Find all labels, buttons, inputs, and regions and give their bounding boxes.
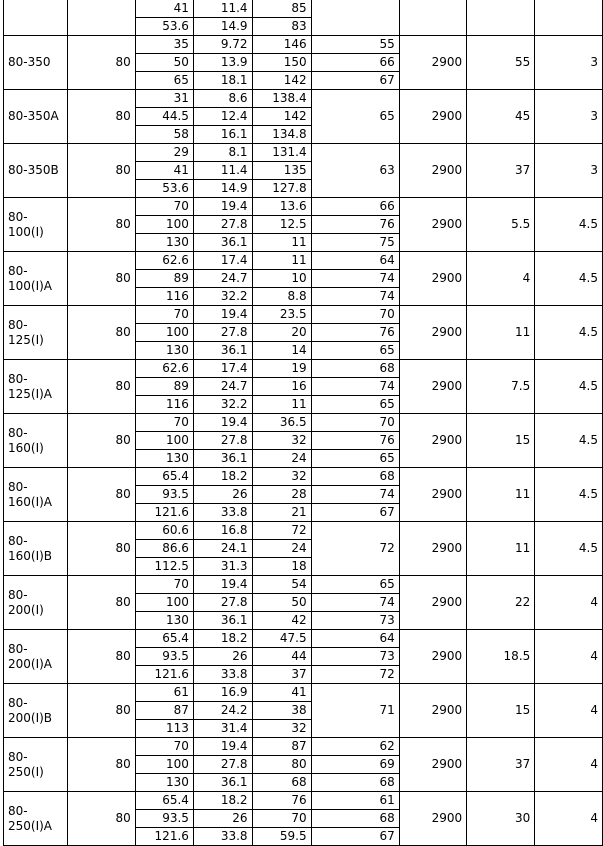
efficiency-cell: 74 <box>311 270 399 288</box>
head-cell: 83 <box>252 18 311 36</box>
flow-ls-cell: 27.8 <box>193 432 252 450</box>
head-cell: 80 <box>252 756 311 774</box>
head-cell: 142 <box>252 108 311 126</box>
npsh-cell: 4 <box>535 630 603 684</box>
flow-ls-cell: 18.2 <box>193 468 252 486</box>
flow-m3h-cell: 61 <box>135 684 193 702</box>
pump-spec-table <box>3 0 603 846</box>
head-cell: 135 <box>252 162 311 180</box>
head-cell: 142 <box>252 72 311 90</box>
table-body <box>4 0 603 846</box>
efficiency-cell: 72 <box>311 522 399 576</box>
table-row <box>4 630 603 648</box>
efficiency-cell: 65 <box>311 576 399 594</box>
head-cell: 20 <box>252 324 311 342</box>
flow-ls-cell: 13.9 <box>193 54 252 72</box>
head-cell: 32 <box>252 720 311 738</box>
flow-m3h-cell: 100 <box>135 594 193 612</box>
flow-ls-cell: 14.9 <box>193 18 252 36</box>
flow-m3h-cell: 121.6 <box>135 828 193 846</box>
power-cell: 45 <box>467 90 535 144</box>
flow-m3h-cell: 121.6 <box>135 504 193 522</box>
flow-m3h-cell: 121.6 <box>135 666 193 684</box>
npsh-cell: 3 <box>535 90 603 144</box>
power-cell: 22 <box>467 576 535 630</box>
efficiency-cell: 70 <box>311 414 399 432</box>
efficiency-cell: 74 <box>311 378 399 396</box>
flow-ls-cell: 32.2 <box>193 288 252 306</box>
head-cell: 24 <box>252 540 311 558</box>
power-cell: 30 <box>467 792 535 846</box>
table-row <box>4 576 603 594</box>
flow-m3h-cell: 41 <box>135 0 193 18</box>
power-cell: 11 <box>467 306 535 360</box>
efficiency-cell: 64 <box>311 252 399 270</box>
table-row <box>4 144 603 162</box>
flow-ls-cell: 27.8 <box>193 756 252 774</box>
inlet-diameter-cell: 80 <box>68 414 135 468</box>
table-row <box>4 90 603 108</box>
efficiency-cell: 61 <box>311 792 399 810</box>
head-cell: 11 <box>252 252 311 270</box>
flow-m3h-cell: 86.6 <box>135 540 193 558</box>
inlet-diameter-cell: 80 <box>68 468 135 522</box>
flow-m3h-cell: 130 <box>135 612 193 630</box>
flow-m3h-cell: 116 <box>135 396 193 414</box>
efficiency-cell: 67 <box>311 504 399 522</box>
flow-ls-cell: 27.8 <box>193 594 252 612</box>
table-row <box>4 522 603 540</box>
head-cell: 127.8 <box>252 180 311 198</box>
head-cell: 72 <box>252 522 311 540</box>
inlet-diameter-cell: 80 <box>68 630 135 684</box>
speed-cell: 2900 <box>399 468 466 522</box>
efficiency-cell: 55 <box>311 36 399 54</box>
efficiency-cell: 75 <box>311 234 399 252</box>
speed-cell: 2900 <box>399 630 466 684</box>
flow-m3h-cell: 93.5 <box>135 486 193 504</box>
efficiency-cell: 65 <box>311 342 399 360</box>
npsh-cell: 4.5 <box>535 252 603 306</box>
npsh-cell: 4 <box>535 576 603 630</box>
head-cell: 131.4 <box>252 144 311 162</box>
efficiency-cell: 70 <box>311 306 399 324</box>
power-cell: 11 <box>467 522 535 576</box>
head-cell: 37 <box>252 666 311 684</box>
table-row <box>4 252 603 270</box>
speed-cell: 2900 <box>399 792 466 846</box>
head-cell: 10 <box>252 270 311 288</box>
npsh-cell: 4 <box>535 738 603 792</box>
model-cell: 80-200(I) <box>4 576 68 630</box>
flow-m3h-cell: 41 <box>135 162 193 180</box>
efficiency-cell: 68 <box>311 810 399 828</box>
efficiency-cell: 68 <box>311 468 399 486</box>
model-cell: 80-350 <box>4 36 68 90</box>
flow-m3h-cell: 62.6 <box>135 360 193 378</box>
speed-cell <box>399 0 466 36</box>
flow-m3h-cell: 50 <box>135 54 193 72</box>
flow-m3h-cell: 62.6 <box>135 252 193 270</box>
power-cell <box>467 0 535 36</box>
flow-m3h-cell: 44.5 <box>135 108 193 126</box>
flow-ls-cell: 31.3 <box>193 558 252 576</box>
inlet-diameter-cell: 80 <box>68 252 135 306</box>
speed-cell: 2900 <box>399 738 466 792</box>
inlet-diameter-cell: 80 <box>68 738 135 792</box>
npsh-cell: 4.5 <box>535 414 603 468</box>
head-cell: 50 <box>252 594 311 612</box>
flow-m3h-cell: 70 <box>135 198 193 216</box>
flow-ls-cell: 33.8 <box>193 504 252 522</box>
flow-m3h-cell: 100 <box>135 756 193 774</box>
efficiency-cell: 65 <box>311 396 399 414</box>
flow-ls-cell: 12.4 <box>193 108 252 126</box>
power-cell: 18.5 <box>467 630 535 684</box>
flow-m3h-cell: 130 <box>135 450 193 468</box>
head-cell: 87 <box>252 738 311 756</box>
speed-cell: 2900 <box>399 360 466 414</box>
head-cell: 146 <box>252 36 311 54</box>
inlet-diameter-cell: 80 <box>68 522 135 576</box>
flow-ls-cell: 32.2 <box>193 396 252 414</box>
flow-m3h-cell: 53.6 <box>135 18 193 36</box>
head-cell: 68 <box>252 774 311 792</box>
efficiency-cell: 72 <box>311 666 399 684</box>
head-cell: 85 <box>252 0 311 18</box>
flow-ls-cell: 33.8 <box>193 666 252 684</box>
head-cell: 19 <box>252 360 311 378</box>
flow-ls-cell: 17.4 <box>193 360 252 378</box>
power-cell: 37 <box>467 144 535 198</box>
power-cell: 15 <box>467 414 535 468</box>
npsh-cell: 4.5 <box>535 468 603 522</box>
power-cell: 15 <box>467 684 535 738</box>
model-cell: 80-160(I) <box>4 414 68 468</box>
efficiency-cell: 68 <box>311 360 399 378</box>
flow-m3h-cell: 130 <box>135 342 193 360</box>
flow-m3h-cell: 130 <box>135 774 193 792</box>
npsh-cell: 4.5 <box>535 306 603 360</box>
flow-ls-cell: 17.4 <box>193 252 252 270</box>
efficiency-cell: 63 <box>311 144 399 198</box>
npsh-cell <box>535 0 603 36</box>
flow-m3h-cell: 93.5 <box>135 810 193 828</box>
head-cell: 18 <box>252 558 311 576</box>
flow-m3h-cell: 100 <box>135 216 193 234</box>
efficiency-cell: 74 <box>311 288 399 306</box>
table-row <box>4 360 603 378</box>
speed-cell: 2900 <box>399 144 466 198</box>
flow-ls-cell: 18.2 <box>193 792 252 810</box>
efficiency-cell: 69 <box>311 756 399 774</box>
efficiency-cell: 65 <box>311 450 399 468</box>
head-cell: 70 <box>252 810 311 828</box>
head-cell: 13.6 <box>252 198 311 216</box>
inlet-diameter-cell: 80 <box>68 36 135 90</box>
inlet-diameter-cell: 80 <box>68 198 135 252</box>
head-cell: 44 <box>252 648 311 666</box>
inlet-diameter-cell: 80 <box>68 792 135 846</box>
efficiency-cell: 66 <box>311 198 399 216</box>
inlet-diameter-cell: 80 <box>68 144 135 198</box>
efficiency-cell: 66 <box>311 54 399 72</box>
flow-ls-cell: 16.8 <box>193 522 252 540</box>
flow-ls-cell: 31.4 <box>193 720 252 738</box>
model-cell: 80-100(I) <box>4 198 68 252</box>
model-cell: 80-200(I)A <box>4 630 68 684</box>
flow-ls-cell: 11.4 <box>193 0 252 18</box>
flow-ls-cell: 33.8 <box>193 828 252 846</box>
model-cell: 80-100(I)A <box>4 252 68 306</box>
flow-ls-cell: 26 <box>193 810 252 828</box>
model-cell: 80-160(I)A <box>4 468 68 522</box>
head-cell: 11 <box>252 234 311 252</box>
head-cell: 59.5 <box>252 828 311 846</box>
flow-m3h-cell: 29 <box>135 144 193 162</box>
flow-ls-cell: 24.1 <box>193 540 252 558</box>
head-cell: 16 <box>252 378 311 396</box>
efficiency-cell: 73 <box>311 612 399 630</box>
head-cell: 41 <box>252 684 311 702</box>
flow-ls-cell: 36.1 <box>193 234 252 252</box>
flow-m3h-cell: 31 <box>135 90 193 108</box>
table-row <box>4 468 603 486</box>
model-cell: 80-200(I)B <box>4 684 68 738</box>
speed-cell: 2900 <box>399 414 466 468</box>
table-row <box>4 0 603 18</box>
head-cell: 28 <box>252 486 311 504</box>
model-cell <box>4 0 68 36</box>
npsh-cell: 4.5 <box>535 198 603 252</box>
flow-ls-cell: 16.1 <box>193 126 252 144</box>
flow-ls-cell: 18.2 <box>193 630 252 648</box>
flow-ls-cell: 26 <box>193 486 252 504</box>
flow-ls-cell: 24.2 <box>193 702 252 720</box>
flow-m3h-cell: 89 <box>135 378 193 396</box>
flow-ls-cell: 24.7 <box>193 270 252 288</box>
head-cell: 32 <box>252 432 311 450</box>
head-cell: 8.8 <box>252 288 311 306</box>
efficiency-cell: 76 <box>311 432 399 450</box>
flow-m3h-cell: 35 <box>135 36 193 54</box>
speed-cell: 2900 <box>399 576 466 630</box>
table-row <box>4 306 603 324</box>
power-cell: 37 <box>467 738 535 792</box>
head-cell: 138.4 <box>252 90 311 108</box>
head-cell: 21 <box>252 504 311 522</box>
flow-ls-cell: 19.4 <box>193 738 252 756</box>
inlet-diameter-cell <box>68 0 135 36</box>
flow-m3h-cell: 65.4 <box>135 630 193 648</box>
table-row <box>4 684 603 702</box>
npsh-cell: 4.5 <box>535 522 603 576</box>
flow-ls-cell: 19.4 <box>193 576 252 594</box>
inlet-diameter-cell: 80 <box>68 306 135 360</box>
flow-m3h-cell: 53.6 <box>135 180 193 198</box>
flow-m3h-cell: 130 <box>135 234 193 252</box>
npsh-cell: 4.5 <box>535 360 603 414</box>
flow-m3h-cell: 70 <box>135 306 193 324</box>
table-row <box>4 738 603 756</box>
speed-cell: 2900 <box>399 36 466 90</box>
flow-ls-cell: 36.1 <box>193 342 252 360</box>
efficiency-cell: 74 <box>311 486 399 504</box>
efficiency-cell: 76 <box>311 324 399 342</box>
flow-ls-cell: 19.4 <box>193 414 252 432</box>
power-cell: 55 <box>467 36 535 90</box>
flow-ls-cell: 36.1 <box>193 450 252 468</box>
head-cell: 134.8 <box>252 126 311 144</box>
head-cell: 42 <box>252 612 311 630</box>
flow-ls-cell: 14.9 <box>193 180 252 198</box>
flow-m3h-cell: 100 <box>135 324 193 342</box>
speed-cell: 2900 <box>399 90 466 144</box>
flow-ls-cell: 36.1 <box>193 774 252 792</box>
head-cell: 38 <box>252 702 311 720</box>
efficiency-cell <box>311 0 399 36</box>
flow-m3h-cell: 87 <box>135 702 193 720</box>
efficiency-cell: 67 <box>311 72 399 90</box>
npsh-cell: 3 <box>535 36 603 90</box>
model-cell: 80-125(I) <box>4 306 68 360</box>
flow-ls-cell: 16.9 <box>193 684 252 702</box>
head-cell: 54 <box>252 576 311 594</box>
flow-ls-cell: 27.8 <box>193 324 252 342</box>
efficiency-cell: 71 <box>311 684 399 738</box>
head-cell: 36.5 <box>252 414 311 432</box>
head-cell: 32 <box>252 468 311 486</box>
inlet-diameter-cell: 80 <box>68 360 135 414</box>
flow-ls-cell: 11.4 <box>193 162 252 180</box>
table-row <box>4 792 603 810</box>
efficiency-cell: 64 <box>311 630 399 648</box>
flow-m3h-cell: 93.5 <box>135 648 193 666</box>
model-cell: 80-350A <box>4 90 68 144</box>
table-row <box>4 198 603 216</box>
inlet-diameter-cell: 80 <box>68 90 135 144</box>
inlet-diameter-cell: 80 <box>68 684 135 738</box>
efficiency-cell: 74 <box>311 594 399 612</box>
flow-ls-cell: 19.4 <box>193 306 252 324</box>
table-row <box>4 414 603 432</box>
flow-ls-cell: 8.1 <box>193 144 252 162</box>
power-cell: 4 <box>467 252 535 306</box>
head-cell: 14 <box>252 342 311 360</box>
flow-ls-cell: 26 <box>193 648 252 666</box>
flow-m3h-cell: 70 <box>135 576 193 594</box>
flow-m3h-cell: 70 <box>135 738 193 756</box>
flow-m3h-cell: 65.4 <box>135 468 193 486</box>
model-cell: 80-125(I)A <box>4 360 68 414</box>
flow-m3h-cell: 100 <box>135 432 193 450</box>
flow-m3h-cell: 70 <box>135 414 193 432</box>
head-cell: 11 <box>252 396 311 414</box>
flow-ls-cell: 9.72 <box>193 36 252 54</box>
flow-m3h-cell: 65.4 <box>135 792 193 810</box>
flow-m3h-cell: 58 <box>135 126 193 144</box>
flow-ls-cell: 8.6 <box>193 90 252 108</box>
efficiency-cell: 62 <box>311 738 399 756</box>
head-cell: 47.5 <box>252 630 311 648</box>
head-cell: 23.5 <box>252 306 311 324</box>
power-cell: 11 <box>467 468 535 522</box>
head-cell: 24 <box>252 450 311 468</box>
flow-m3h-cell: 113 <box>135 720 193 738</box>
model-cell: 80-160(I)B <box>4 522 68 576</box>
speed-cell: 2900 <box>399 684 466 738</box>
speed-cell: 2900 <box>399 198 466 252</box>
flow-ls-cell: 36.1 <box>193 612 252 630</box>
efficiency-cell: 67 <box>311 828 399 846</box>
flow-ls-cell: 24.7 <box>193 378 252 396</box>
head-cell: 150 <box>252 54 311 72</box>
inlet-diameter-cell: 80 <box>68 576 135 630</box>
flow-m3h-cell: 65 <box>135 72 193 90</box>
flow-m3h-cell: 112.5 <box>135 558 193 576</box>
efficiency-cell: 76 <box>311 216 399 234</box>
npsh-cell: 3 <box>535 144 603 198</box>
efficiency-cell: 73 <box>311 648 399 666</box>
power-cell: 5.5 <box>467 198 535 252</box>
flow-m3h-cell: 60.6 <box>135 522 193 540</box>
flow-m3h-cell: 116 <box>135 288 193 306</box>
flow-m3h-cell: 89 <box>135 270 193 288</box>
model-cell: 80-350B <box>4 144 68 198</box>
power-cell: 7.5 <box>467 360 535 414</box>
speed-cell: 2900 <box>399 306 466 360</box>
npsh-cell: 4 <box>535 792 603 846</box>
npsh-cell: 4 <box>535 684 603 738</box>
speed-cell: 2900 <box>399 522 466 576</box>
model-cell: 80-250(I)A <box>4 792 68 846</box>
head-cell: 76 <box>252 792 311 810</box>
flow-ls-cell: 19.4 <box>193 198 252 216</box>
flow-ls-cell: 27.8 <box>193 216 252 234</box>
efficiency-cell: 68 <box>311 774 399 792</box>
flow-ls-cell: 18.1 <box>193 72 252 90</box>
speed-cell: 2900 <box>399 252 466 306</box>
head-cell: 12.5 <box>252 216 311 234</box>
model-cell: 80-250(I) <box>4 738 68 792</box>
efficiency-cell: 65 <box>311 90 399 144</box>
table-row <box>4 36 603 54</box>
